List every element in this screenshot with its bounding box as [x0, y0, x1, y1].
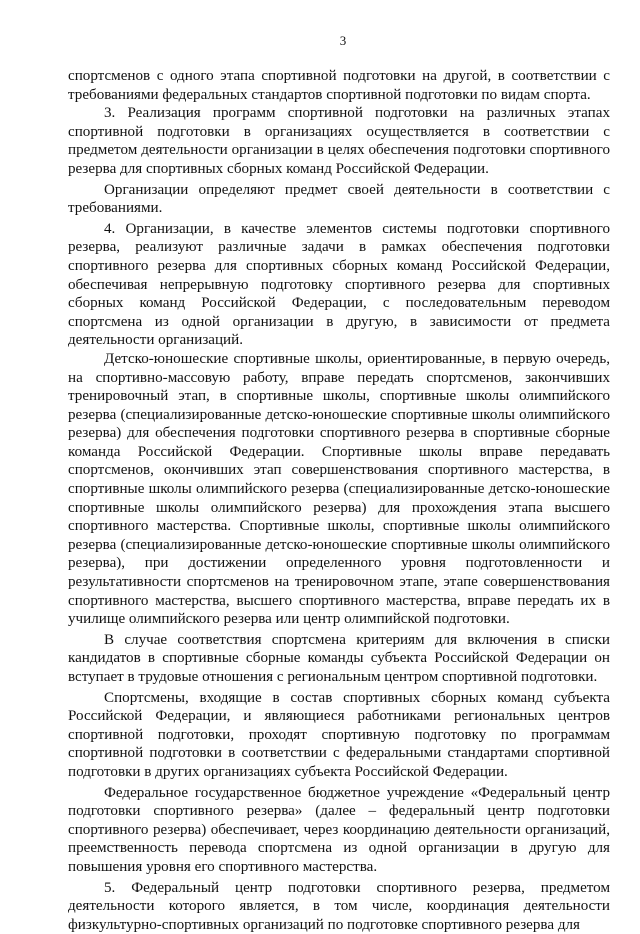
paragraph-federal-center: Федеральное государственное бюджетное учреждение «Федеральный центр подготовки спортивного резерва» (далее – федеральный центр подготовки спортивного резерва) обеспечивает, через координацию деятельности организаций, преемственность перевода спортсмена из одной организации в другую для повышения уровня его спортивного мастерства. [68, 784, 610, 875]
paragraph-continuation: спортсменов с одного этапа спортивной подготовки на другой, в соответствии с требованиями федеральных стандартов спортивной подготовки по видам спорта. [68, 68, 610, 103]
paragraph-organizations-subject: Организации определяют предмет своей деятельности в соответствии с требованиями. [68, 181, 610, 217]
paragraph-athletes-regional-centers: Спортсмены, входящие в состав спортивных сборных команд субъекта Российской Федерации, и являющиеся работниками региональных центров спортивной подготовки, проходят спортивную подготовку по программам спортивной подготовки в соответствии с федеральными стандартами спортивной подготовки в других организациях субъекта Российской Федерации. [68, 689, 610, 780]
paragraph-candidate-criteria: В случае соответствия спортсмена критериям для включения в списки кандидатов в спортивные сборные команды субъекта Российской Федерации он вступает в трудовые отношения с региональным центром спортивной подготовки. [68, 631, 610, 685]
paragraph-sports-schools: Детско-юношеские спортивные школы, ориентированные, в первую очередь, на спортивно-массовую работу, вправе передать спортсменов, закончивших тренировочный этап, в спортивные школы, спортивные школы олимпийского резерва (специализированные детско-юношеские спортивные школы олимпийского резерва) для обеспечения подготовки спортивного резерва в спортивные сборные команда Российской Федерации. Спортивные школы вправе передавать спортсменов, окончивших этап совершенствования спортивного мастерства, в спортивные школы олимпийского резерва (специализированные детско-юношеские спортивные школы олимпийского резерва) для прохождения этапа высшего спортивного мастерства. Спортивные школы, спортивные школы олимпийского резерва (специализированные детско-юношеские спортивные школы олимпийского резерва), при достижении определенного уровня подготовленности и результативности спортсменов на тренировочном этапе, этапе совершенствования спортивного мастерства, высшего спортивного мастерства, вправе передать их в училище олимпийского резерва или центр олимпийской подготовки. [68, 350, 610, 628]
paragraph-item-5: 5. Федеральный центр подготовки спортивного резерва, предметом деятельности которого является, в том числе, координация деятельности физкультурно-спортивных организаций по подготовке спортивного резерва для [68, 879, 610, 933]
paragraph-item-3: 3. Реализация программ спортивной подготовки на различных этапах спортивной подготовки в организациях осуществляется в соответствии с предметом деятельности организации в целях обеспечения подготовки спортивного резерва для спортивных сборных команд Российской Федерации. [68, 105, 610, 177]
page-number: 3 [339, 33, 347, 48]
paragraph-item-4: 4. Организации, в качестве элементов системы подготовки спортивного резерва, реализуют различные задачи в рамках обеспечения подготовки спортивного резерва для спортивных сборных команд Российской Федерации, обеспечивая непрерывную подготовку спортивного резерва для спортивных сборных команд Российской Федерации, с последовательным переводом спортсмена из одной организации в другую, в зависимости от предмета деятельности организаций. [68, 220, 610, 349]
